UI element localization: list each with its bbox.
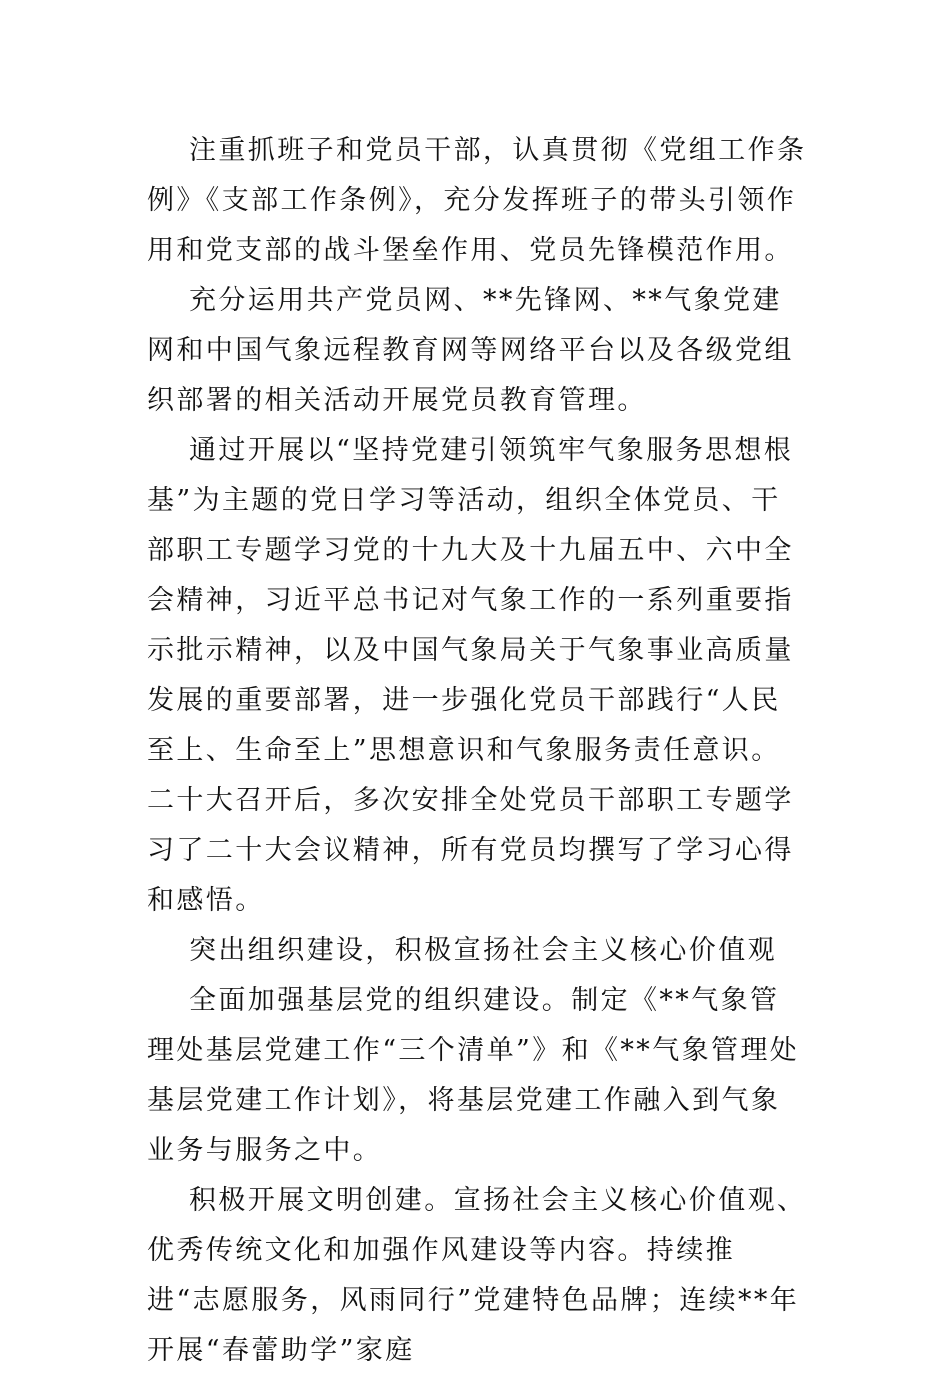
paragraph-4: 全面加强基层党的组织建设。制定《**气象管理处基层党建工作“三个清单”》和《**气象管理处基层党建工作计划》，将基层党建工作融入到气象业务与服务之中。 (147, 985, 800, 1166)
paragraph-1: 注重抓班子和党员干部，认真贯彻《党组工作条例》《支部工作条例》，充分发挥班子的带头引领作用和党支部的战斗堡垒作用、党员先锋模范作用。 (147, 135, 807, 266)
paragraph-5: 积极开展文明创建。宣扬社会主义核心价值观、优秀传统文化和加强作风建设等内容。持续推进“志愿服务，风雨同行”党建特色品牌；连续**年开展“春蕾助学”家庭 (147, 1185, 807, 1366)
paragraph-2: 充分运用共产党员网、**先锋网、**气象党建网和中国气象远程教育网等网络平台以及各级党组织部署的相关活动开展党员教育管理。 (147, 285, 794, 416)
document-body (147, 126, 807, 1376)
section-heading: 突出组织建设，积极宣扬社会主义核心价值观 (189, 935, 777, 966)
paragraph-3: 通过开展以“坚持党建引领筑牢气象服务思想根基”为主题的党日学习等活动，组织全体党员、干部职工专题学习党的十九大及十九届五中、六中全会精神，习近平总书记对气象工作的一系列重要指示批示精神，以及中国气象局关于气象事业高质量发展的重要部署，进一步强化党员干部践行“人民至上、生命至上”思想意识和气象服务责任意识。二十大召开后，多次安排全处党员干部职工专题学习了二十大会议精神，所有党员均撰写了学习心得和感悟。 (147, 435, 794, 916)
